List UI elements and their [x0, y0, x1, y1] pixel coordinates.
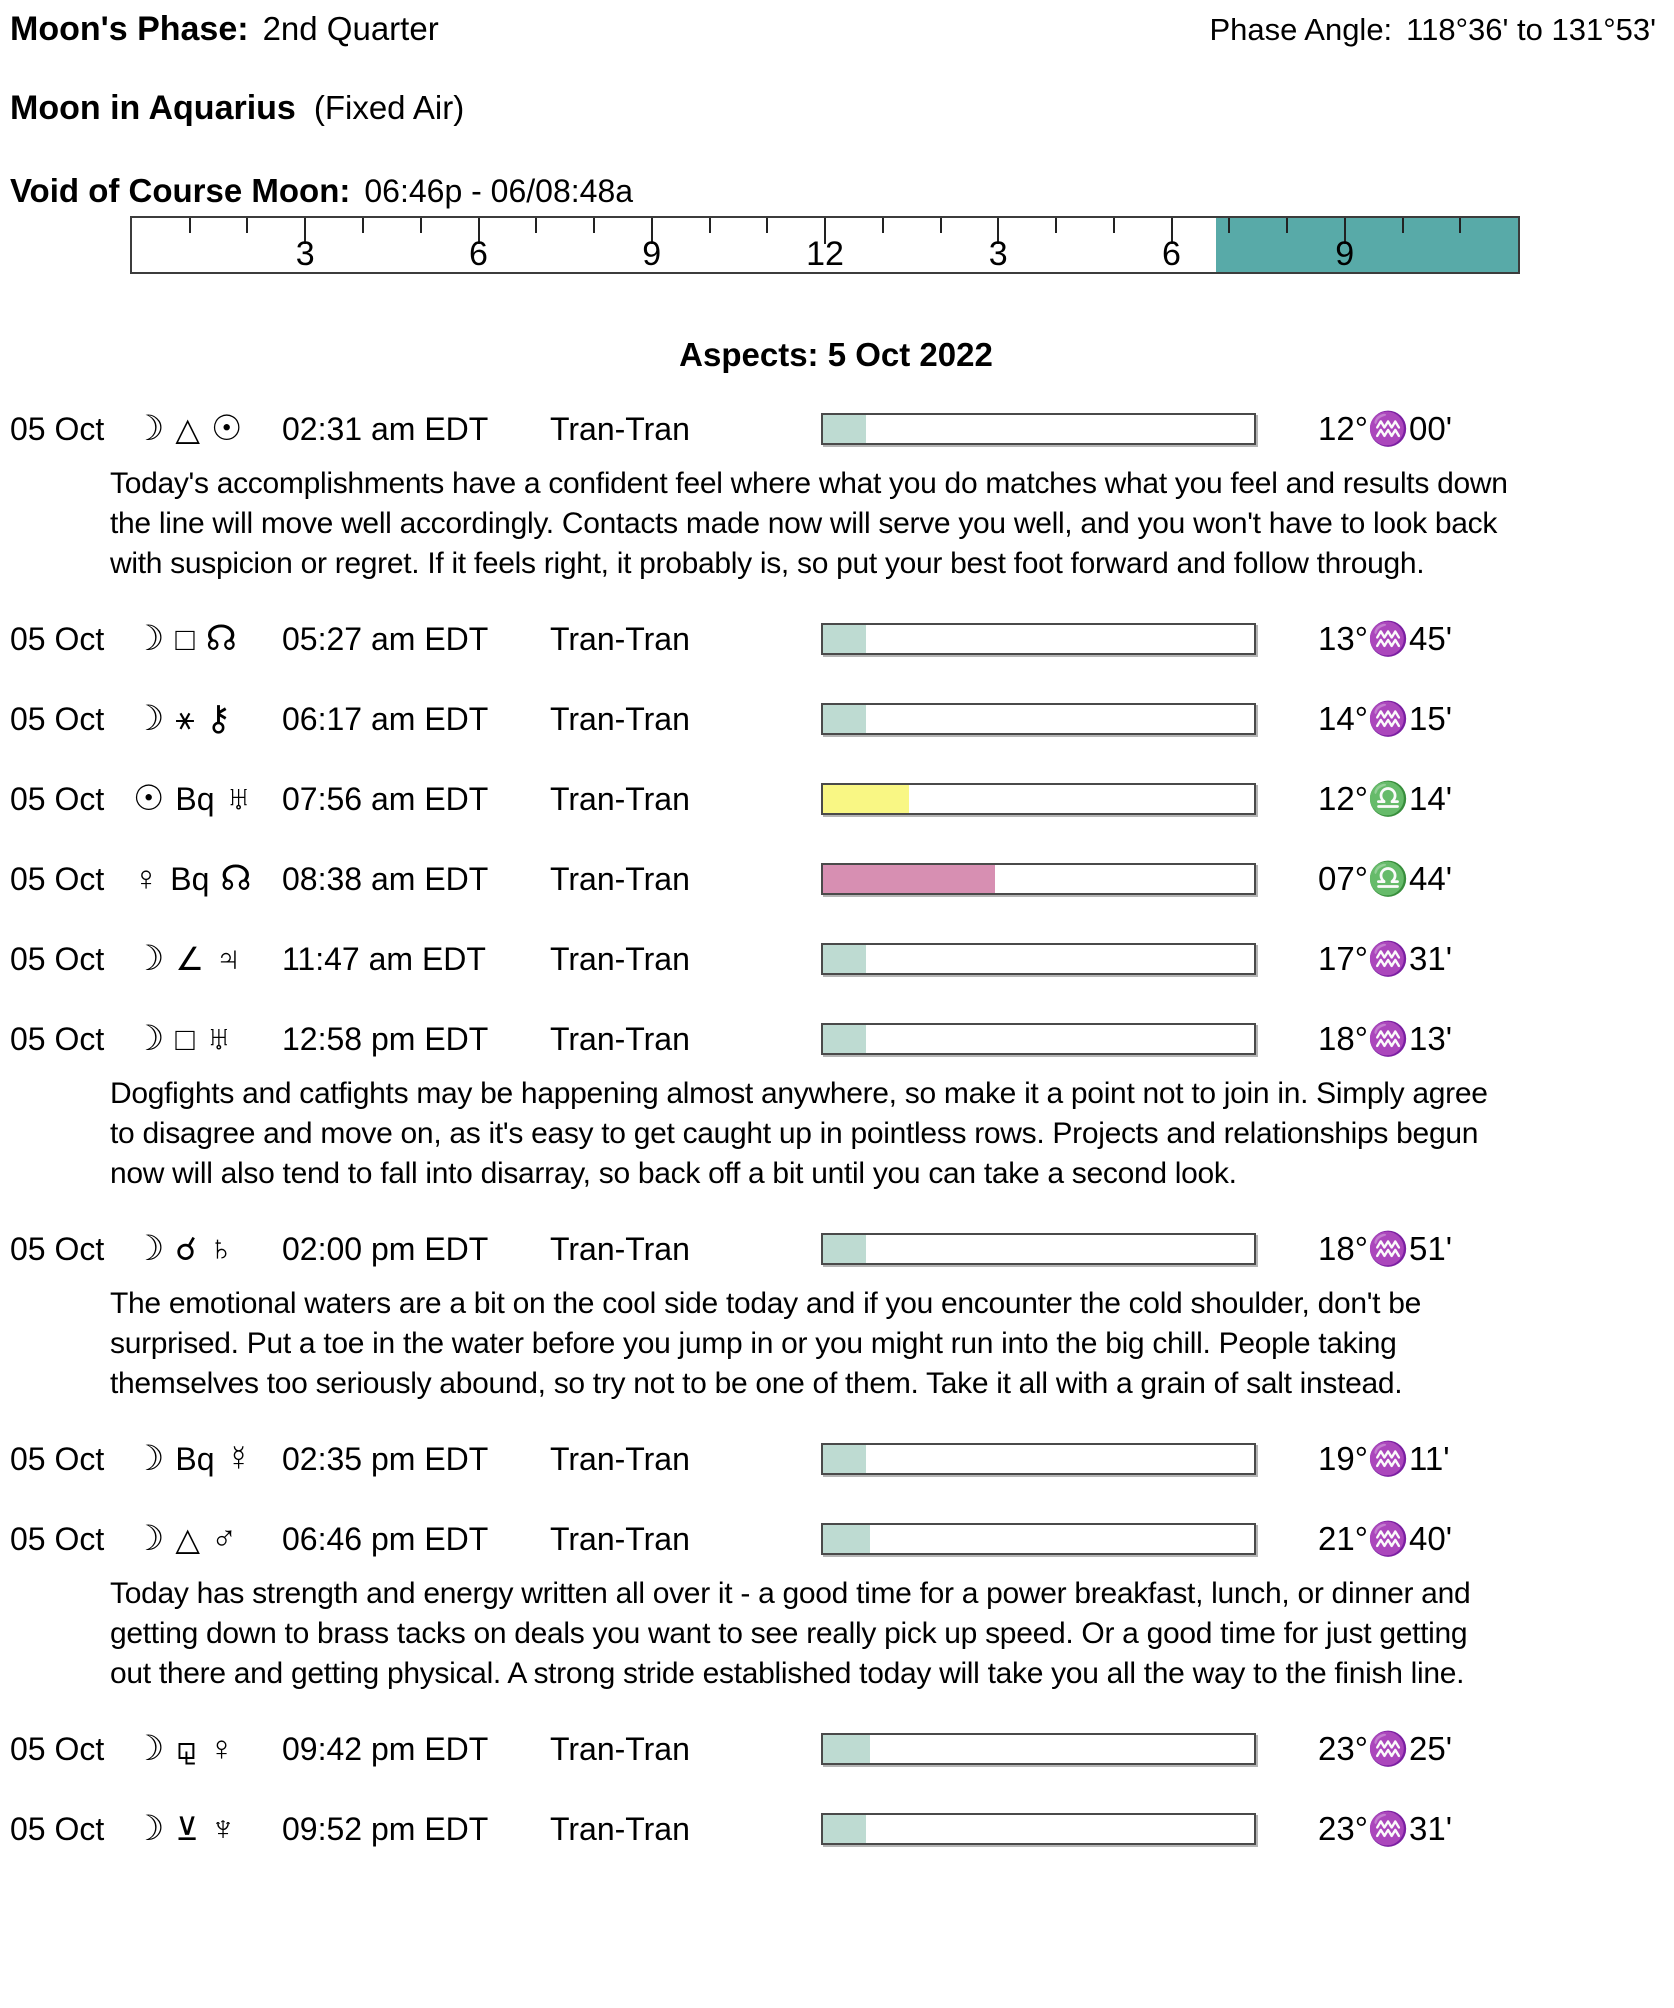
- aspect-type: Tran-Tran: [550, 940, 690, 977]
- planet1-icon-moon: ☽: [133, 1729, 165, 1768]
- planet1-icon-moon: ☽: [133, 1439, 165, 1478]
- aspect-type: Tran-Tran: [550, 780, 690, 817]
- planet2-icon-venus: ♀: [208, 1729, 235, 1768]
- aspect-block: [10, 404, 1662, 584]
- aspect-date: 05 Oct: [10, 1520, 105, 1557]
- aspect-icon-biquintile: Bq: [175, 1440, 215, 1477]
- orb-bar-fill: [823, 1525, 870, 1553]
- ruler-tick-label: 12: [806, 235, 844, 273]
- phase-angle-label: Phase Angle:: [1209, 12, 1393, 47]
- aspect-type: Tran-Tran: [550, 860, 690, 897]
- aspect-block: [10, 1514, 1662, 1694]
- orb-bar: [821, 1443, 1256, 1475]
- ruler-tick: [1286, 218, 1288, 233]
- header-top-row: [10, 10, 1662, 49]
- orb-bar-fill: [823, 1815, 866, 1843]
- degree-position: 21°♒40': [1318, 1519, 1452, 1557]
- planet2-icon-uranus: ♅: [205, 1019, 232, 1058]
- ruler-tick: [940, 218, 942, 233]
- aspect-type: Tran-Tran: [550, 1020, 690, 1057]
- degree-position: 12°♎14': [1318, 779, 1452, 817]
- aspect-time: 06:46 pm EDT: [282, 1520, 489, 1557]
- aspect-row: [10, 1724, 1662, 1774]
- phase-angle-value: 118°36' to 131°53': [1406, 12, 1656, 47]
- degree-position: 19°♒11': [1318, 1439, 1450, 1477]
- aspect-block: [10, 1014, 1662, 1194]
- aspect-type: Tran-Tran: [550, 1440, 690, 1477]
- aspect-date: 05 Oct: [10, 620, 105, 657]
- aspect-icon-conjunction: ☌: [175, 1231, 197, 1267]
- voc-period-fill: [1216, 218, 1518, 272]
- aspect-type: Tran-Tran: [550, 410, 690, 447]
- ruler-tick: [1459, 218, 1461, 233]
- aspect-row: [10, 854, 1662, 904]
- ruler-tick-label: 6: [1162, 235, 1181, 273]
- aspect-block: [10, 1724, 1662, 1774]
- aspect-glyphs: [133, 409, 282, 449]
- orb-bar-fill: [823, 625, 866, 653]
- ruler-tick: [709, 218, 711, 233]
- aspect-row: [10, 1014, 1662, 1064]
- degree-position: 13°♒45': [1318, 619, 1452, 657]
- aspect-date: 05 Oct: [10, 780, 105, 817]
- orb-bar-fill: [823, 705, 866, 733]
- orb-bar-fill: [823, 1445, 866, 1473]
- aspect-time: 02:00 pm EDT: [282, 1230, 489, 1267]
- aspect-row: [10, 774, 1662, 824]
- degree-position: 23°♒31': [1318, 1809, 1452, 1847]
- orb-bar: [821, 863, 1256, 895]
- orb-bar: [821, 623, 1256, 655]
- aspect-interpretation: Today has strength and energy written all over it - a good time for a power breakfast, lunch, or dinner and getting down to brass tacks on deals you want to see really pick up speed. Or a good time for just getting out there and getting physical. A strong stride established today will take you all the way to the finish line.: [110, 1577, 1471, 1690]
- aspect-block: [10, 1434, 1662, 1484]
- aspect-row: [10, 1434, 1662, 1484]
- degree-position: 07°♎44': [1318, 859, 1452, 897]
- orb-bar-fill: [823, 865, 995, 893]
- aspect-type: Tran-Tran: [550, 1810, 690, 1847]
- aspect-icon-sesquiquadrate: ⚼: [175, 1730, 198, 1766]
- ruler-tick: [535, 218, 537, 233]
- aspect-icon-trine: △: [175, 411, 200, 447]
- aspect-row: [10, 1514, 1662, 1564]
- aspect-interpretation: Today's accomplishments have a confident feel where what you do matches what you feel and results down the line will move well accordingly. Contacts made now will serve you well, and you won't have to look back with suspicion or regret. If it feels right, it probably is, so put your best foot forward and follow through.: [110, 467, 1508, 580]
- aspect-glyphs: [133, 1519, 282, 1559]
- aspect-time: 12:58 pm EDT: [282, 1020, 489, 1057]
- moons-phase-value: 2nd Quarter: [262, 10, 439, 47]
- void-of-course: [10, 172, 1662, 210]
- moon-sign-label: Moon in Aquarius: [10, 89, 296, 127]
- aspect-icon-biquintile: Bq: [175, 780, 215, 817]
- aspect-time: 05:27 am EDT: [282, 620, 489, 657]
- aspect-interpretation: The emotional waters are a bit on the cool side today and if you encounter the cold shoulder, don't be surprised. Put a toe in the water before you jump in or you might run into the big chill. People taking themselves too seriously abound, so try not to be one of them. Take it all with a grain of salt instead.: [110, 1287, 1421, 1400]
- moon-sign-note: (Fixed Air): [313, 89, 465, 126]
- aspect-block: [10, 694, 1662, 744]
- aspect-icon-semisquare: ∠: [175, 941, 205, 977]
- planet1-icon-moon: ☽: [133, 1519, 165, 1558]
- degree-position: 12°♒00': [1318, 409, 1452, 447]
- aspect-date: 05 Oct: [10, 1440, 105, 1477]
- degree-position: 17°♒31': [1318, 939, 1452, 977]
- aspect-date: 05 Oct: [10, 1730, 105, 1767]
- ruler-tick: [1055, 218, 1057, 233]
- aspect-icon-trine: △: [175, 1521, 200, 1557]
- aspect-interpretation: Dogfights and catfights may be happening almost anywhere, so make it a point not to join in. Simply agree to disagree and move on, as it's easy to get caught up in pointless rows. Projects and relationships begun now will also tend to fall into disarray, so back off a bit until you can take a second look.: [110, 1077, 1488, 1190]
- aspect-icon-biquintile: Bq: [170, 860, 210, 897]
- orb-bar-fill: [823, 415, 866, 443]
- aspect-date: 05 Oct: [10, 1230, 105, 1267]
- planet2-icon-north-node: ☊: [220, 859, 252, 898]
- degree-position: 18°♒13': [1318, 1019, 1452, 1057]
- orb-bar: [821, 1813, 1256, 1845]
- planet2-icon-uranus: ♅: [225, 779, 252, 818]
- ruler-tick-label: 9: [1335, 235, 1355, 273]
- aspect-icon-square: □: [175, 620, 195, 657]
- aspect-icon-sextile: ⚹: [175, 700, 195, 736]
- aspect-glyphs: [133, 1019, 282, 1059]
- ruler-tick: [882, 218, 884, 233]
- aspect-block: [10, 1804, 1662, 1854]
- planet2-icon-neptune: ♆: [209, 1809, 237, 1848]
- planet2-icon-saturn: ♄: [207, 1229, 235, 1268]
- orb-bar: [821, 1523, 1256, 1555]
- ruler-tick-label: 6: [469, 235, 488, 273]
- planet2-icon-mercury: ☿: [225, 1439, 252, 1478]
- planet1-icon-moon: ☽: [133, 699, 165, 738]
- planet1-icon-moon: ☽: [133, 939, 165, 978]
- aspect-glyphs: [133, 939, 282, 979]
- ruler-tick-label: 9: [642, 235, 662, 273]
- aspect-glyphs: [133, 1729, 282, 1769]
- aspect-type: Tran-Tran: [550, 1730, 690, 1767]
- aspects-title: Aspects: 5 Oct 2022: [679, 336, 993, 373]
- orb-bar-fill: [823, 945, 866, 973]
- orb-bar: [821, 1733, 1256, 1765]
- moons-phase-label: Moon's Phase:: [10, 10, 249, 48]
- orb-bar: [821, 1233, 1256, 1265]
- aspect-time: 06:17 am EDT: [282, 700, 489, 737]
- orb-bar: [821, 943, 1256, 975]
- aspect-glyphs: [133, 779, 282, 819]
- planet2-icon-jupiter: ♃: [215, 939, 242, 978]
- aspect-block: [10, 934, 1662, 984]
- aspect-icon-semisextile: ⊻: [175, 1811, 199, 1847]
- ruler-tick-label: 3: [988, 235, 1008, 273]
- ruler-tick-label: 3: [295, 235, 315, 273]
- aspect-glyphs: [133, 699, 282, 739]
- planet1-icon-moon: ☽: [133, 409, 165, 448]
- aspect-type: Tran-Tran: [550, 1230, 690, 1267]
- voc-value: 06:46p - 06/08:48a: [364, 173, 634, 209]
- aspect-glyphs: [133, 859, 282, 899]
- aspect-glyphs: [133, 1809, 282, 1849]
- ruler-tick: [1228, 218, 1230, 233]
- aspect-glyphs: [133, 1229, 282, 1269]
- aspect-date: 05 Oct: [10, 1810, 105, 1847]
- aspect-block: [10, 774, 1662, 824]
- orb-bar: [821, 413, 1256, 445]
- orb-bar: [821, 783, 1256, 815]
- aspect-icon-square: □: [175, 1020, 195, 1057]
- planet1-icon-venus: ♀: [133, 859, 160, 898]
- aspect-type: Tran-Tran: [550, 620, 690, 657]
- aspect-block: [10, 1224, 1662, 1404]
- aspect-time: 07:56 am EDT: [282, 780, 489, 817]
- ruler-tick: [593, 218, 595, 233]
- orb-bar: [821, 703, 1256, 735]
- aspect-date: 05 Oct: [10, 1020, 105, 1057]
- voc-label: Void of Course Moon:: [10, 172, 351, 209]
- orb-bar-fill: [823, 1025, 866, 1053]
- planet1-icon-moon: ☽: [133, 1229, 165, 1268]
- aspect-glyphs: [133, 1439, 282, 1479]
- aspect-row: [10, 1224, 1662, 1274]
- planet1-icon-moon: ☽: [133, 1019, 165, 1058]
- ruler-tick: [362, 218, 364, 233]
- orb-bar: [821, 1023, 1256, 1055]
- aspect-time: 11:47 am EDT: [282, 940, 486, 977]
- aspects-list: [10, 404, 1662, 1854]
- degree-position: 14°♒15': [1318, 699, 1452, 737]
- ruler-tick: [1402, 218, 1404, 233]
- phase-angle: [1209, 12, 1662, 48]
- aspect-date: 05 Oct: [10, 860, 105, 897]
- aspect-time: 09:42 pm EDT: [282, 1730, 489, 1767]
- degree-position: 18°♒51': [1318, 1229, 1452, 1267]
- planet1-icon-moon: ☽: [133, 619, 165, 658]
- aspect-row: [10, 934, 1662, 984]
- aspect-row: [10, 404, 1662, 454]
- aspect-row: [10, 614, 1662, 664]
- moon-sign: [10, 89, 1662, 128]
- aspect-block: [10, 854, 1662, 904]
- aspect-row: [10, 694, 1662, 744]
- moons-phase: [10, 10, 439, 49]
- planet2-icon-sun: ☉: [211, 409, 243, 448]
- orb-bar-fill: [823, 1235, 866, 1263]
- aspect-date: 05 Oct: [10, 700, 105, 737]
- aspect-time: 09:52 pm EDT: [282, 1810, 489, 1847]
- planet2-icon-north-node: ☊: [205, 619, 237, 658]
- ruler-tick: [766, 218, 768, 233]
- aspect-time: 02:31 am EDT: [282, 410, 489, 447]
- orb-bar-fill: [823, 785, 909, 813]
- orb-bar-fill: [823, 1735, 870, 1763]
- aspect-type: Tran-Tran: [550, 700, 690, 737]
- aspect-type: Tran-Tran: [550, 1520, 690, 1557]
- ruler-tick: [420, 218, 422, 233]
- aspect-block: [10, 614, 1662, 664]
- planet2-icon-mars: ♂: [211, 1519, 238, 1558]
- aspect-time: 02:35 pm EDT: [282, 1440, 489, 1477]
- aspect-date: 05 Oct: [10, 940, 105, 977]
- ruler-tick: [246, 218, 248, 233]
- planet1-icon-sun: ☉: [133, 779, 165, 818]
- aspect-row: [10, 1804, 1662, 1854]
- ruler-tick: [189, 218, 191, 233]
- ruler-tick: [1113, 218, 1115, 233]
- planet1-icon-moon: ☽: [133, 1809, 165, 1848]
- aspect-time: 08:38 am EDT: [282, 860, 489, 897]
- aspect-glyphs: [133, 619, 282, 659]
- aspect-date: 05 Oct: [10, 410, 105, 447]
- voc-ruler: [130, 216, 1520, 274]
- degree-position: 23°♒25': [1318, 1729, 1452, 1767]
- planet2-icon-chiron: ⚷: [205, 699, 232, 738]
